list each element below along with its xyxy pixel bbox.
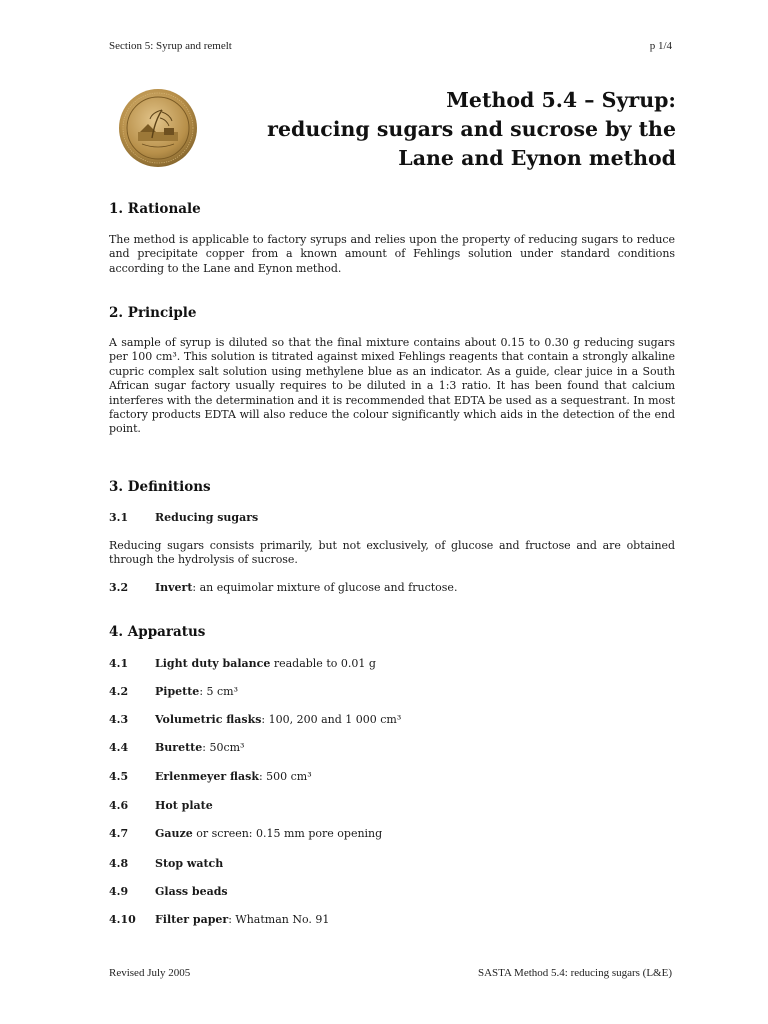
item-number: 3.1	[109, 511, 129, 524]
item-number: 4.6	[109, 799, 129, 812]
item-number: 4.1	[109, 657, 129, 670]
apparatus-detail: : 50cm³	[202, 741, 245, 754]
item-number: 4.8	[109, 857, 129, 870]
sasta-seal-logo	[118, 88, 198, 168]
apparatus-detail: : 5 cm³	[199, 685, 239, 698]
apparatus-detail: readable to 0.01 g	[270, 657, 376, 670]
principle-paragraph: A sample of syrup is diluted so that the final mixture contains about 0.15 to 0.30 g reducing sugars per 100 cm³. This solution is titrated against mixed Fehlings reagents that contain a strongly alkaline cupric complex salt solution using methylene blue as an indicator. As a guide, clear juice in a South African sugar factory usually requires to be diluted in a 1:3 ratio. It has been found that calcium interferes with the determination and it is recommended that EDTA be used as a sequestrant. In most factory products EDTA will also reduce the colour significantly which aids in the detection of the end point.	[109, 336, 675, 436]
apparatus-term: Stop watch	[155, 857, 224, 870]
heading-definitions: 3. Definitions	[109, 479, 211, 495]
title-line-1: Method 5.4 – Syrup:	[446, 88, 676, 112]
title-line-2: reducing sugars and sucrose by the	[267, 117, 676, 141]
header-page-number: p 1/4	[649, 40, 672, 52]
item-number: 4.3	[109, 713, 129, 726]
apparatus-term: Volumetric flasks	[155, 713, 262, 726]
apparatus-term: Pipette	[155, 685, 200, 698]
apparatus-detail: : 500 cm³	[258, 770, 312, 783]
definition-term: Invert	[155, 581, 193, 594]
apparatus-term: Gauze	[155, 827, 193, 840]
apparatus-term: Light duty balance	[155, 657, 271, 670]
definition-3-1-paragraph: Reducing sugars consists primarily, but not exclusively, of glucose and fructose and are obtained through the hydrolysis of sucrose.	[109, 539, 675, 567]
item-number: 4.4	[109, 741, 129, 754]
definition-term: Reducing sugars	[155, 511, 259, 524]
item-number: 4.2	[109, 685, 129, 698]
apparatus-term: Filter paper	[155, 913, 229, 926]
title-line-3: Lane and Eynon method	[398, 146, 676, 170]
item-number: 4.5	[109, 770, 129, 783]
item-number: 4.9	[109, 885, 129, 898]
document-title	[236, 86, 676, 173]
apparatus-term: Glass beads	[155, 885, 228, 898]
rationale-paragraph: The method is applicable to factory syrups and relies upon the property of reducing sugars to reduce and precipitate copper from a known amount of Fehlings solution under standard conditions according to the Lane and Eynon method.	[109, 233, 675, 275]
footer-method: SASTA Method 5.4: reducing sugars (L&E)	[477, 967, 672, 979]
item-number: 4.7	[109, 827, 129, 840]
apparatus-term: Erlenmeyer flask	[155, 770, 259, 783]
apparatus-term: Burette	[155, 741, 203, 754]
apparatus-detail: or screen: 0.15 mm pore opening	[192, 827, 383, 840]
heading-apparatus: 4. Apparatus	[109, 624, 206, 640]
item-number: 4.10	[109, 913, 136, 926]
apparatus-term: Hot plate	[155, 799, 213, 812]
definition-text: : an equimolar mixture of glucose and fructose.	[192, 581, 458, 594]
heading-principle: 2. Principle	[109, 305, 197, 321]
footer-revision: Revised July 2005	[109, 967, 191, 979]
item-number: 3.2	[109, 581, 129, 594]
apparatus-detail: : Whatman No. 91	[228, 913, 330, 926]
apparatus-detail: : 100, 200 and 1 000 cm³	[261, 713, 402, 726]
header-section: Section 5: Syrup and remelt	[109, 40, 232, 52]
heading-rationale: 1. Rationale	[109, 201, 201, 217]
